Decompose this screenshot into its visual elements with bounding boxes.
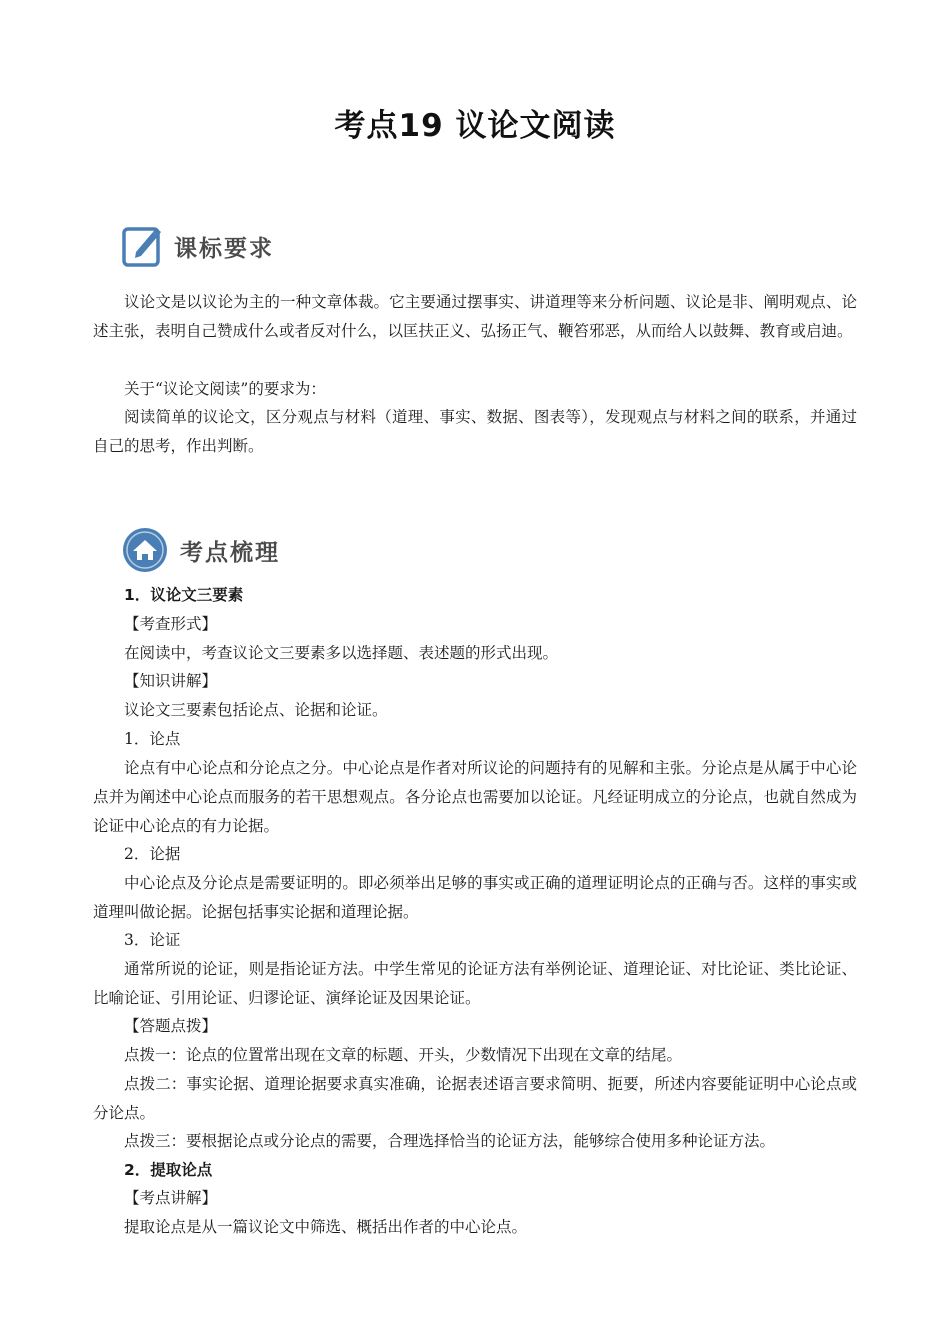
paragraph-reasoning: 通常所说的论证，则是指论证方法。中学生常见的论证方法有举例论证、道理论证、对比论证、类比论证、比喻论证、引用论证、归谬论证、演绎论证及因果论证。: [93, 960, 857, 1007]
paragraph-requirement: 阅读简单的议论文，区分观点与材料（道理、事实、数据、图表等），发现观点与材料之间的联系，并通过自己的思考，作出判断。: [93, 408, 857, 455]
section-heading: 考点梳理: [180, 539, 280, 566]
tip-item: 点拨一：论点的位置常出现在文章的标题、开头，少数情况下出现在文章的结尾。: [124, 1046, 683, 1064]
paragraph-argument: 论点有中心论点和分论点之分。中心论点是作者对所议论的问题持有的见解和主张。分论点是从属于中心论点并为阐述中心论点而服务的若干思想观点。各分论点也需要加以论证。凡经证明成立的分论点，也就自然成为论证中心论点的有力论据。: [93, 759, 857, 835]
text-form: 在阅读中，考查议论文三要素多以选择题、表述题的形式出现。: [124, 644, 559, 662]
subheading-evidence: 2．论据: [124, 845, 181, 863]
item-title: 2．提取论点: [124, 1161, 213, 1179]
subheading-argument: 1．论点: [124, 730, 181, 748]
text-knowledge: 议论文三要素包括论点、论据和论证。: [124, 701, 388, 719]
tag-form: 【考查形式】: [124, 615, 218, 633]
section-header-points: [122, 526, 280, 574]
subheading-reasoning: 3．论证: [124, 931, 181, 949]
page-title: 考点19 议论文阅读: [334, 108, 616, 144]
tag-tips: 【答题点拨】: [124, 1017, 218, 1035]
section-header-curriculum: [122, 222, 274, 270]
home-icon: [122, 527, 168, 573]
tag-knowledge: 【知识讲解】: [124, 672, 218, 690]
paragraph-intro: 议论文是以议论为主的一种文章体裁。它主要通过摆事实、讲道理等来分析问题、议论是非、阐明观点、论述主张，表明自己赞成什么或者反对什么，以匡扶正义、弘扬正气、鞭笞邪恶，从而给人以鼓舞、教育或启迪。: [93, 293, 857, 340]
paragraph-requirement-lead: 关于“议论文阅读”的要求为：: [124, 380, 326, 398]
tag-explain: 【考点讲解】: [124, 1189, 218, 1207]
tip-item: 点拨二：事实论据、道理论据要求真实准确，论据表述语言要求简明、扼要，所述内容要能证明中心论点或分论点。: [93, 1075, 857, 1122]
text-explain: 提取论点是从一篇议论文中筛选、概括出作者的中心论点。: [124, 1218, 528, 1236]
edit-icon: [122, 224, 162, 268]
section-heading: 课标要求: [174, 235, 274, 262]
item-title: 1．议论文三要素: [124, 586, 244, 604]
tip-item: 点拨三：要根据论点或分论点的需要，合理选择恰当的论证方法，能够综合使用多种论证方法。: [124, 1132, 776, 1150]
paragraph-evidence: 中心论点及分论点是需要证明的。即必须举出足够的事实或正确的道理证明论点的正确与否。这样的事实或道理叫做论据。论据包括事实论据和道理论据。: [93, 874, 857, 921]
